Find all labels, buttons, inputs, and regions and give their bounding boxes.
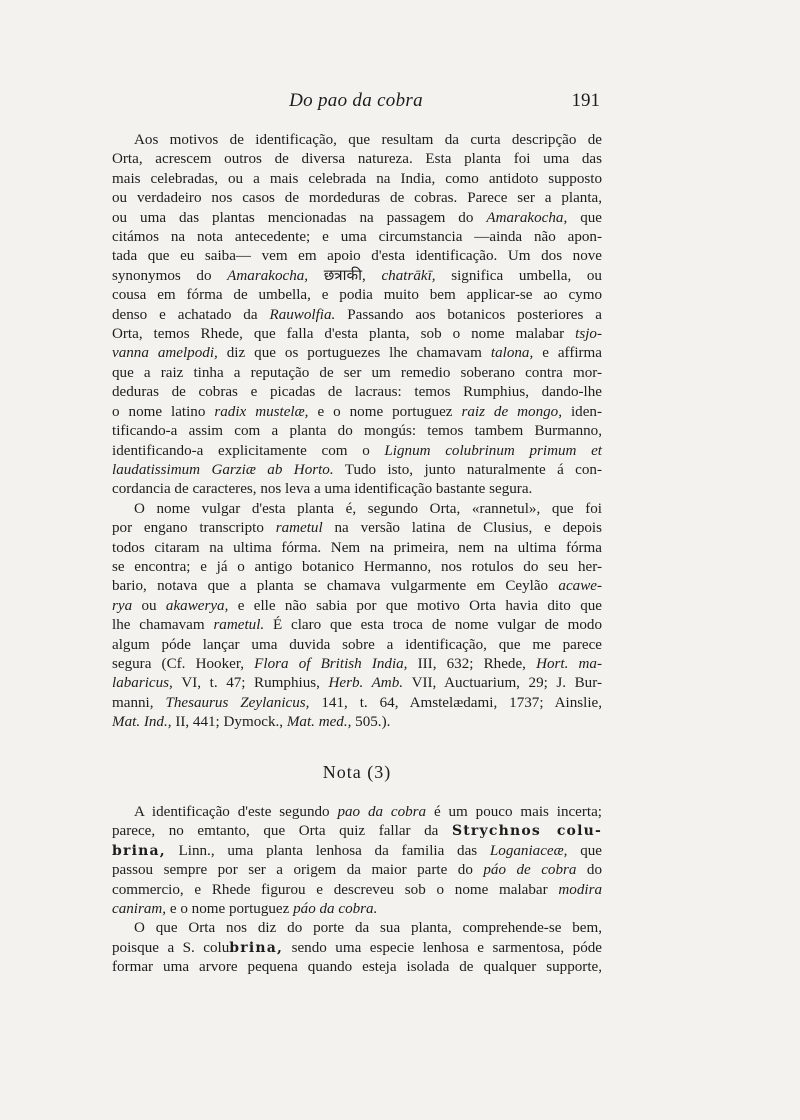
section1-line: algum póde lançar uma duvida sobre a identificação, que me parece	[112, 636, 602, 653]
section1-line: identificando-a explicitamente com o Lignum colubrinum primum et	[112, 442, 602, 459]
section1-line: manni, Thesaurus Zeylanicus, 141, t. 64, Amstelædami, 1737; Ainslie,	[112, 694, 603, 711]
section1-line: cordancia de caracteres, nos leva a uma identificação bastante segura.	[112, 481, 533, 498]
section1-line: deduras de cobras e picadas de lacraus: temos Rumphius, dando-lhe	[112, 384, 602, 401]
running-head	[112, 90, 600, 116]
section1-line: por engano transcripto rametul na versão latina de Clusius, e depois	[112, 520, 602, 537]
section1-line: synonymos do Amarakocha, छत्राकी, chatrākī, significa umbella, ou	[112, 267, 602, 284]
section1-line: todos citaram na ultima fórma. Nem na primeira, nem na ultima fórma	[112, 539, 602, 556]
section2-line: passou sempre por ser a origem da maior parte do páo de cobra do	[112, 862, 602, 879]
section1-line: se encontra; e já o antigo botanico Hermanno, nos rotulos do seu her-	[112, 558, 602, 575]
section1-line: tada que eu saiba— vem em apoio d'esta identificação. Um dos nove	[112, 248, 602, 265]
section1-line: cousa em fórma de umbella, e podia muito bem applicar-se ao cymo	[112, 287, 602, 304]
section1-line: Orta, acrescem outros de diversa natureza. Esta planta foi uma das	[112, 151, 602, 168]
section1-line: citámos na nota antecedente; e uma circumstancia —ainda não apon-	[112, 229, 602, 246]
section2-line: brina, Linn., uma planta lenhosa da familia das Loganiaceæ, que	[112, 842, 602, 859]
section1-line: rya ou akawerya, e elle não sabia por que motivo Orta havia dito que	[112, 597, 602, 614]
section1-line: denso e achatado da Rauwolfia. Passando aos botanicos posteriores a	[112, 306, 602, 323]
section2-line: commercio, e Rhede figurou e descreveu sob o nome malabar modira	[112, 881, 602, 898]
section-heading-nota: Nota (3)	[322, 762, 392, 782]
section1-line: vanna amelpodi, diz que os portuguezes lhe chamavam talona, e affirma	[112, 345, 603, 362]
section1-line: bario, notava que a planta se chamava vulgarmente em Ceylão acawe-	[112, 578, 602, 595]
section1-line: ou verdadeiro nos casos de mordeduras de cobras. Parece ser a planta,	[112, 190, 602, 207]
section2-line: O que Orta nos diz do porte da sua planta, comprehende-se bem,	[134, 920, 602, 937]
section1-line: lhe chamavam rametul. É claro que esta troca de nome vulgar de modo	[112, 617, 603, 634]
section1-line: O nome vulgar d'esta planta é, segundo Orta, «rannetul», que foi	[134, 500, 602, 517]
section1-line: o nome latino radix mustelæ, e o nome portuguez raiz de mongo, iden-	[112, 403, 603, 420]
section1-line: Mat. Ind., II, 441; Dymock., Mat. med., 505.).	[112, 714, 391, 731]
section2-line: parece, no emtanto, que Orta quiz fallar da Strychnos colu-	[112, 823, 602, 840]
running-title: Do pao da cobra	[289, 90, 423, 111]
section1-line: que a raiz tinha a reputação de ser um remedio soberano contra mor-	[112, 364, 602, 381]
section2-line: A identificação d'este segundo pao da cobra é um pouco mais incerta;	[134, 804, 602, 820]
section1-line: ou uma das plantas mencionadas na passagem do Amarakocha, que	[112, 209, 602, 226]
section2-line: formar uma arvore pequena quando esteja isolada de qualquer supporte,	[112, 959, 602, 976]
section1-line: mais celebradas, ou a mais celebrada na India, como antidoto supposto	[112, 170, 602, 187]
section1-line: labaricus, VI, t. 47; Rumphius, Herb. Amb. VII, Auctuarium, 29; J. Bur-	[112, 675, 602, 692]
section2-line: poisque a S. colubrina, sendo uma especie lenhosa e sarmentosa, póde	[112, 939, 602, 956]
section1-line: segura (Cf. Hooker, Flora of British India, III, 632; Rhede, Hort. ma-	[112, 655, 603, 672]
section1-line: laudatissimum Garziæ ab Horto. Tudo isto, junto naturalmente á con-	[112, 461, 602, 478]
page-number: 191	[571, 90, 600, 111]
main-paragraphs	[112, 131, 602, 733]
section1-line: Orta, temos Rhede, que falla d'esta planta, sob o nome malabar tsjo-	[112, 326, 602, 343]
section1-line: Aos motivos de identificação, que resultam da curta descripção de	[134, 132, 602, 148]
nota-paragraphs	[112, 803, 602, 978]
section2-line: caniram, e o nome portuguez páo da cobra.	[112, 901, 378, 918]
section1-line: tificando-a assim com a planta do mongús: temos tambem Burmanno,	[112, 423, 602, 440]
